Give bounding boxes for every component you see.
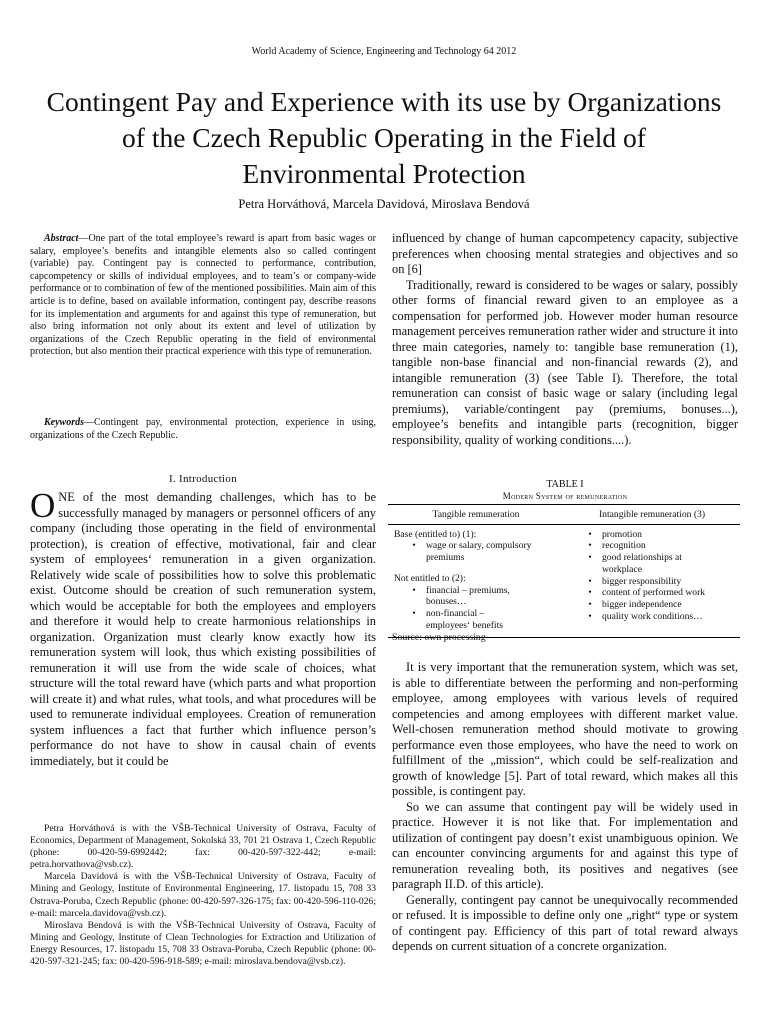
bullet-icon: • (588, 552, 592, 564)
bullet-icon: • (588, 528, 592, 540)
list-item-text: content of performed work (602, 587, 706, 599)
remuneration-table (388, 504, 740, 638)
bullet-icon: • (588, 587, 592, 599)
body-paragraph: So we can assume that contingent pay will be widely used in practice. However it is not like that. For implementation and utilization of contingent pay doesn’t exist unambiguous opinion. We can encounter convincing arguments for and against this type of remuneration revealing both, its positives and negatives (see paragraph II.D. of this article). (392, 799, 738, 891)
bullet-icon: • (588, 610, 592, 622)
list-item-text: recognition (602, 540, 646, 552)
list-item-text: promotion (602, 528, 642, 540)
list-item-text: good relationships at workplace (602, 552, 682, 575)
intangible-cell (564, 529, 740, 632)
list-item (578, 587, 740, 599)
table-number: TABLE I (546, 479, 584, 490)
bullet-icon: • (588, 575, 592, 587)
footnote-item: Petra Horváthová is with the VŠB-Technical University of Ostrava, Faculty of Economics, Department of Management, Sokolská 33, 701 21 Ostrava 1, Czech Republic (phone: 00-420-59-6992442; fax: 00-420-597-322-442; e-mail: petra.horvathova@vsb.cz). (30, 823, 376, 871)
list-item-text: non-financial – employees‘ benefits (426, 607, 503, 631)
list-item (578, 599, 740, 611)
bullet-icon: • (588, 540, 592, 552)
table-header-row (388, 505, 740, 524)
list-item (394, 585, 564, 608)
footnote-item: Miroslava Bendová is with the VŠB-Technical University of Ostrava, Faculty of Mining and Geology, Institute of Clean Technologies for Extraction and Utilization of Energy Resources, 17. listopadu 15, 708 33 Ostrava-Poruba, Czech Republic (phone: 00-420-597-321-245; fax: 00-420-596-918-589; e-mail: miroslava.bendova@vsb.cz). (30, 919, 376, 968)
journal-header: World Academy of Science, Engineering and Technology 64 2012 (251, 46, 517, 57)
abstract-label: Abstract (44, 233, 79, 244)
list-item (578, 529, 740, 541)
list-item (394, 608, 564, 631)
not-entitled-label: Not entitled to (2): (394, 572, 466, 584)
keywords-text: —Contingent pay, environmental protection, experience in using, organizations of the Czech Republic. (30, 417, 376, 441)
right-column-top (392, 231, 738, 448)
bullet-icon: • (412, 584, 416, 596)
body-paragraph: Traditionally, reward is considered to be wages or salary, possibly other forms of financial reward given to an employee as a compensation for performed job. However moder human resource management perceives remuneration rather wider and structure it into three main categories, namely to: tangible base remuneration (1), tangible non-base financial and non-financial rewards (2), and intangible remuneration (3) (see Table I). Therefore, the total remuneration can consist of basic wage or salary (including legal premiums), variable/contingent pay (premiums, bonuses...), employee’s benefits and intangible parts (recognition, bigger responsibility, quality of working conditions....). (392, 277, 738, 447)
authors: Petra Horváthová, Marcela Davidová, Miroslava Bendová (238, 197, 530, 211)
list-item (394, 540, 564, 563)
tangible-cell (388, 529, 564, 632)
abstract (30, 233, 376, 359)
introduction-paragraph (30, 486, 376, 769)
bullet-icon: • (588, 598, 592, 610)
body-paragraph: Generally, contingent pay cannot be unequivocally recommended or refused. It is impossible to define only one „right“ type or system of contingent pay. Efficiency of this part of total reward always depends on current situation of a concrete organization. (392, 892, 738, 953)
list-item-text: bigger independence (602, 598, 682, 610)
section-heading-introduction: I. Introduction (168, 473, 238, 485)
keywords (30, 417, 376, 442)
list-item (578, 540, 740, 552)
footnote-item: Marcela Davidová is with the VŠB-Technical University of Ostrava, Faculty of Mining and Geology, Institute of Environmental Engineering, 17. listopadu 15, 708 33 Ostrava-Poruba, Czech Republic (phone: 00-420-597-326-175; fax: 00-420-596-110-026; e-mail: marcela.davidova@vsb.cz). (30, 871, 376, 919)
bullet-icon: • (412, 607, 416, 619)
bullet-icon: • (412, 540, 416, 552)
list-item (578, 576, 740, 588)
table-title: Modern System of remuneration (502, 491, 628, 501)
keywords-label: Keywords (44, 417, 84, 428)
col-header-intangible: Intangible remuneration (3) (598, 509, 706, 520)
body-paragraph: It is very important that the remuneration system, which was set, is able to differentiate between the performing and non-performing employee, among employees with various levels of required competencies and among employees with different market value. Well-chosen remuneration method should motivate to growing performance even those employees, who have the need to work on fulfillment of the „mission“, which could be self-realization and growth of knowledge [5]. Part of total reward, which makes all this possible, is contingent pay. (392, 660, 738, 798)
author-footnotes (30, 823, 376, 968)
list-item (578, 552, 740, 575)
list-item-text: financial – premiums, bonuses… (426, 584, 510, 608)
list-item-text: quality work conditions… (602, 610, 703, 622)
base-label: Base (entitled to) (1): (394, 528, 477, 540)
table-body (388, 525, 740, 638)
abstract-text: —One part of the total employee’s reward is apart from basic wages or salary, employee’s benefits and intangible elements also so called contingent (variable) pay. Contingent pay is connected to performance, contribution, capcompetency or skills of individual employees, and to team’s or company-wide performance or to combination of few of the mentioned possibilities. Main aim of this article is to define, based on available information, contingent pay, describe reasons for its implementation and arguments for and against this type of remuneration, but also bring information not only about its extent and level of utilization by organizations of the Czech Republic operating in the field of environmental protection, but also mention their practical experience with this type of remuneration. (30, 233, 376, 358)
paper-title: Contingent Pay and Experience with its use by Organizations of the Czech Republic Operating in the Field of Environmental Protection (46, 86, 722, 189)
table-source: Source: own processing (392, 632, 486, 643)
right-column-bottom (392, 660, 738, 955)
list-item-text: wage or salary, compulsory premiums (426, 540, 532, 564)
list-item (578, 611, 740, 623)
introduction-text: NE of the most demanding challenges, which has to be successfully managed by managers or personnel officers of any company (including those operating in the field of environmental protection), is creation of effective, motivational, fair and clear system of employees‘ remuneration in a given organization. Relatively wide scale of possibilities how to solve this problematic exist. Outcome should be creation of such remuneration system, which would be acceptable for both the employees and employers and therefore it would help to create harmonious relationships in organization. Organization must clearly know exactly how its remuneration system will look, thus which existing possibilities of remuneration it will use from the wide scale of choices, what structure will the total reward have (which parts and what proportion will create it) and what rules, what tools, and what procedures will be used to remunerate individual employees. Creation of remuneration system influences a fact that further which influence person’s performance do not have to show in causal chain of events immediately, but it could be (30, 490, 376, 768)
body-paragraph: influenced by change of human capcompetency capacity, subjective preferences when choosing mental strategies and objectives and so on [6] (392, 231, 738, 276)
list-item-text: bigger responsibility (602, 575, 682, 587)
drop-cap: O (30, 486, 56, 525)
col-header-tangible: Tangible remuneration (432, 509, 520, 520)
